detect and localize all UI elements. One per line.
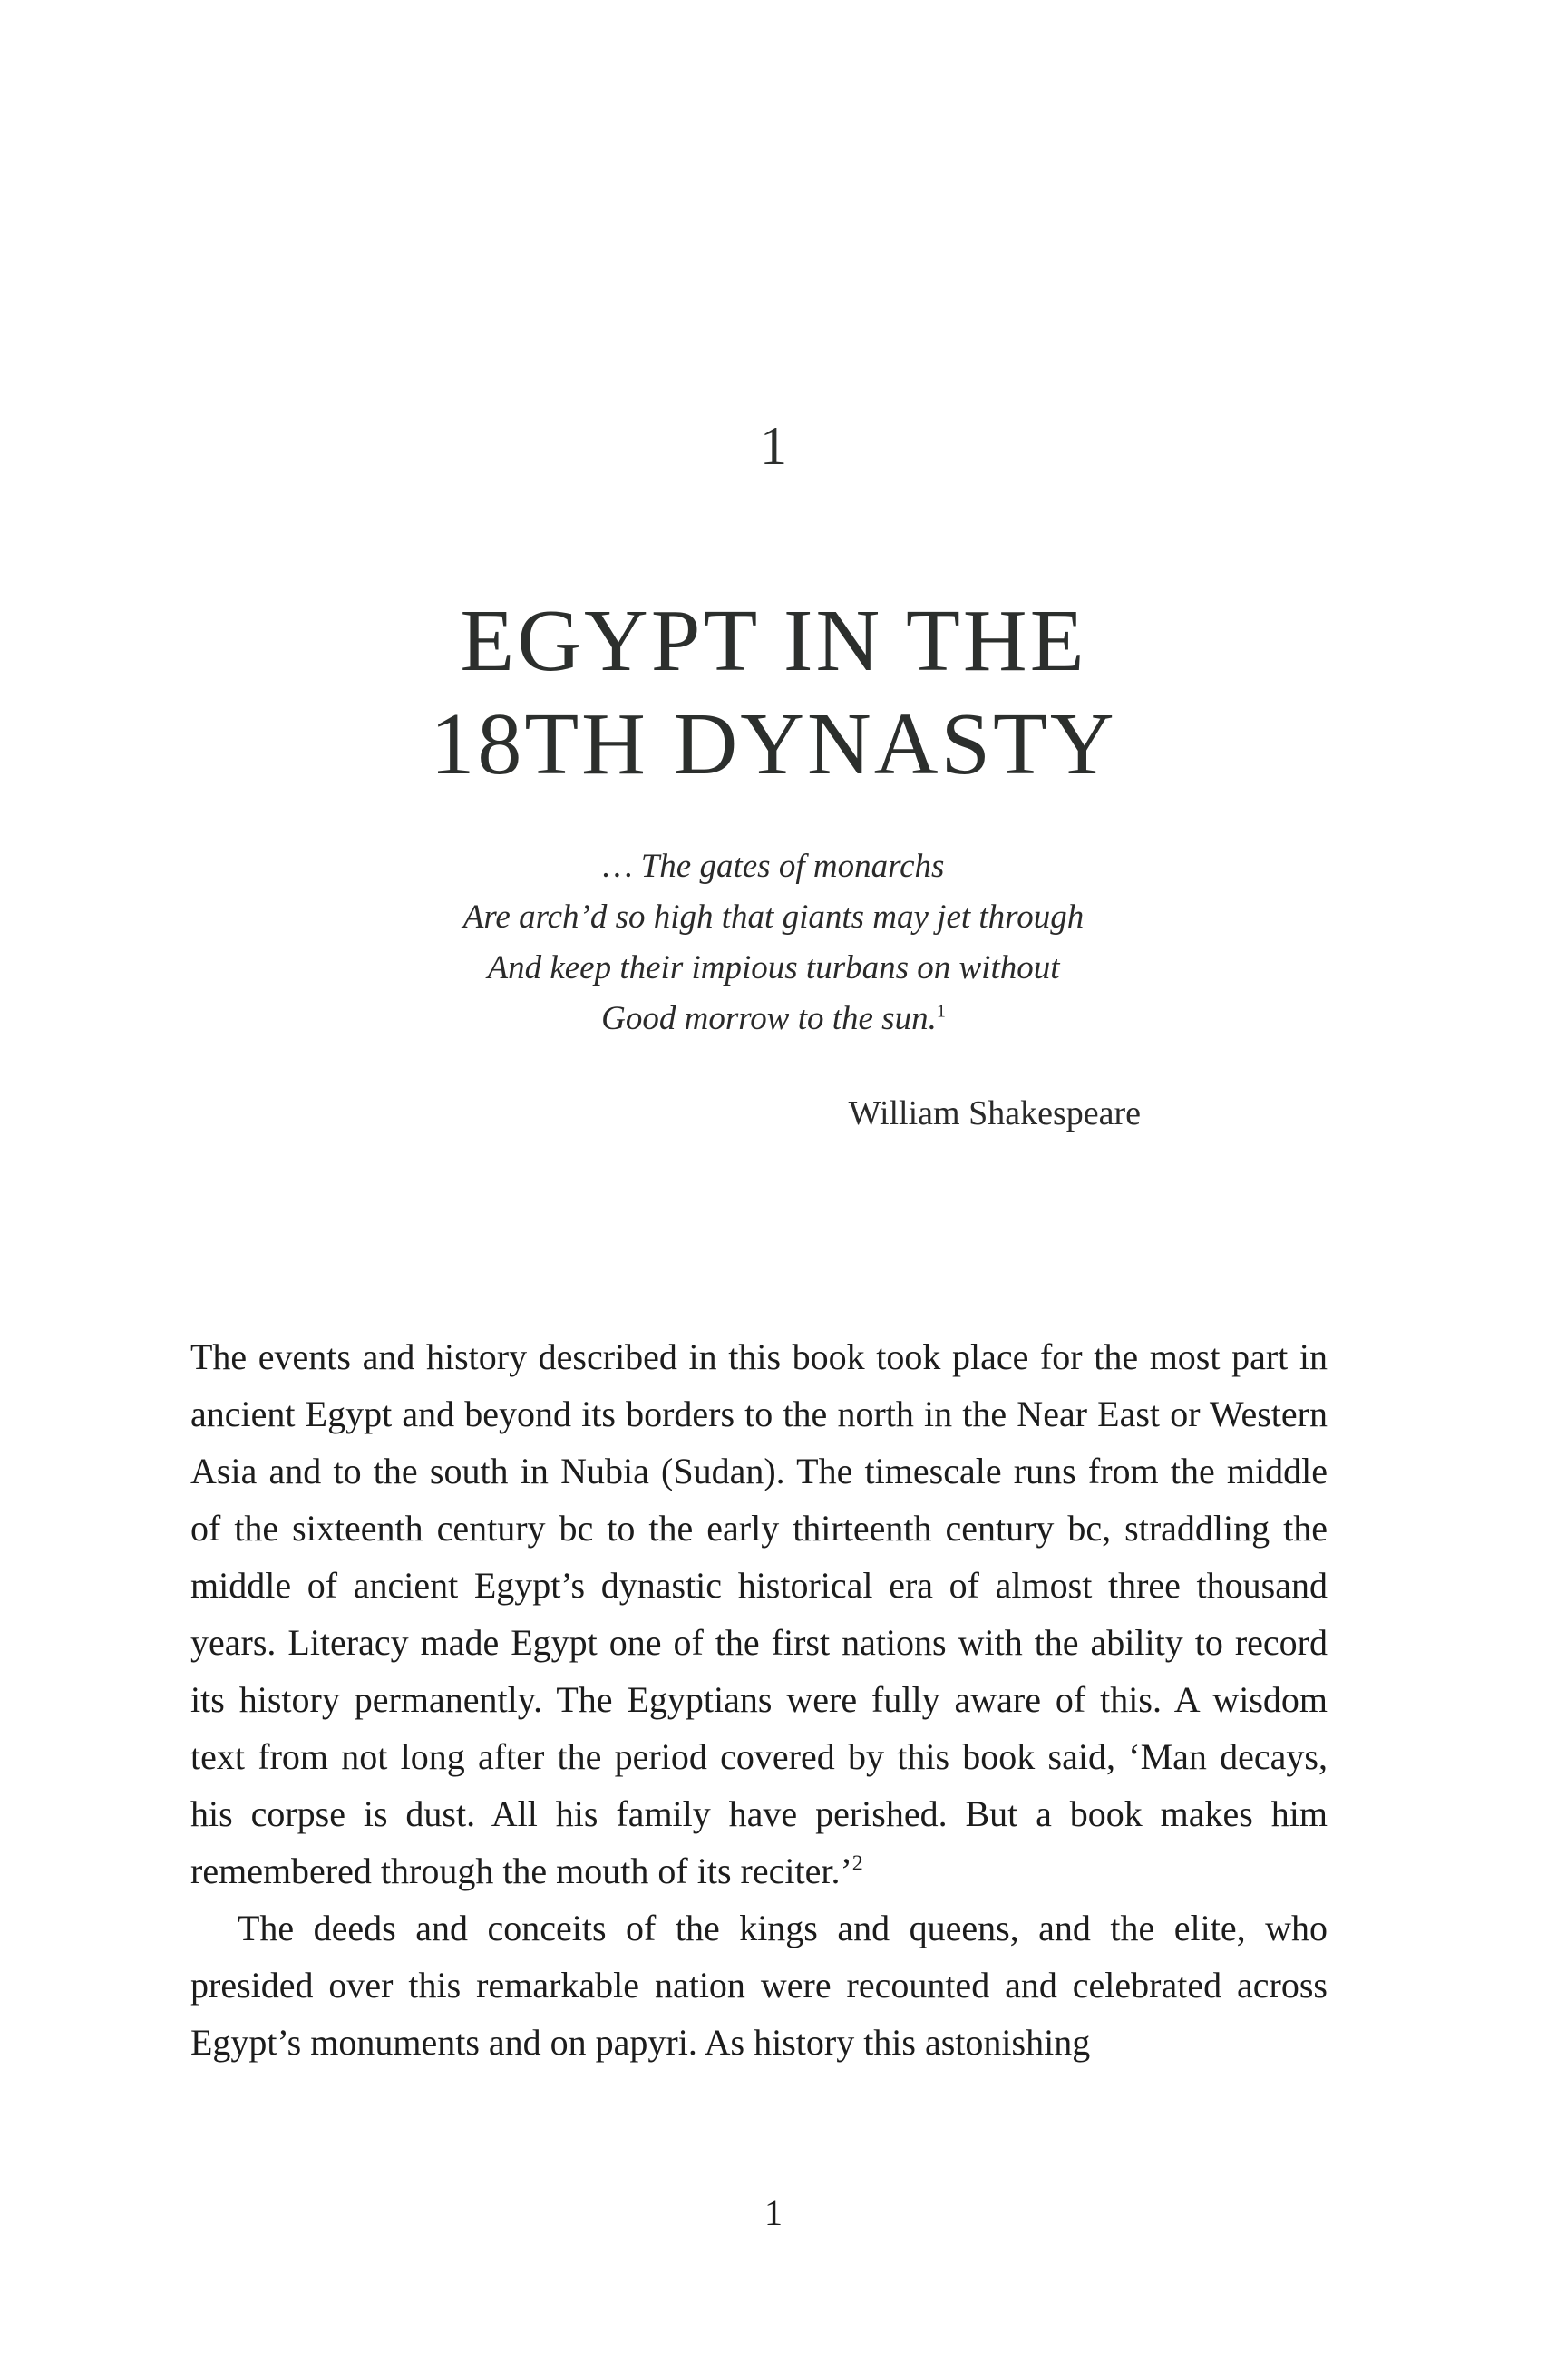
epigraph: [0, 841, 1547, 1044]
paragraph-text: The events and history described in this book took place for the most part in ancient Egypt and beyond its borders to the north in the Near East or Western Asia and to the south in Nubia (Sudan). The timescale runs from the middle of the sixteenth century bc to the early thirteenth century bc, straddling the middle of ancient Egypt’s dynastic historical era of almost three thousand years. Literacy made Egypt one of the first nations with the ability to record its history permanently. The Egyptians were fully aware of this. A wisdom text from not long after the period covered by this book said, ‘Man decays, his corpse is dust. All his family have perished. But a book makes him remembered through the mouth of its reciter.’: [190, 1336, 1328, 1891]
epigraph-attribution: William Shakespeare: [848, 1094, 1141, 1132]
chapter-title-line-1: EGYPT IN THE: [460, 592, 1087, 690]
epigraph-line: Are arch’d so high that giants may jet through: [462, 899, 1085, 936]
paragraph: The deeds and conceits of the kings and queens, and the elite, who presided over this remarkable nation were recounted and celebrated across Egypt’s monuments and on papyri. As history this astonishing: [190, 1908, 1328, 2063]
footnote-marker: 1: [936, 1001, 946, 1022]
chapter-title-line-2: 18TH DYNASTY: [430, 695, 1117, 793]
footnote-marker: 2: [851, 1851, 863, 1876]
chapter-title: [0, 589, 1547, 796]
chapter-number: 1: [760, 416, 787, 476]
paragraph: [190, 1328, 1328, 1899]
epigraph-line-last: [0, 994, 1547, 1044]
epigraph-line-text: Good morrow to the sun.: [601, 1000, 937, 1037]
epigraph-line: … The gates of monarchs: [602, 848, 945, 885]
page-number: 1: [764, 2192, 783, 2233]
body-text: [190, 1328, 1328, 2071]
epigraph-line: And keep their impious turbans on without: [487, 949, 1060, 986]
